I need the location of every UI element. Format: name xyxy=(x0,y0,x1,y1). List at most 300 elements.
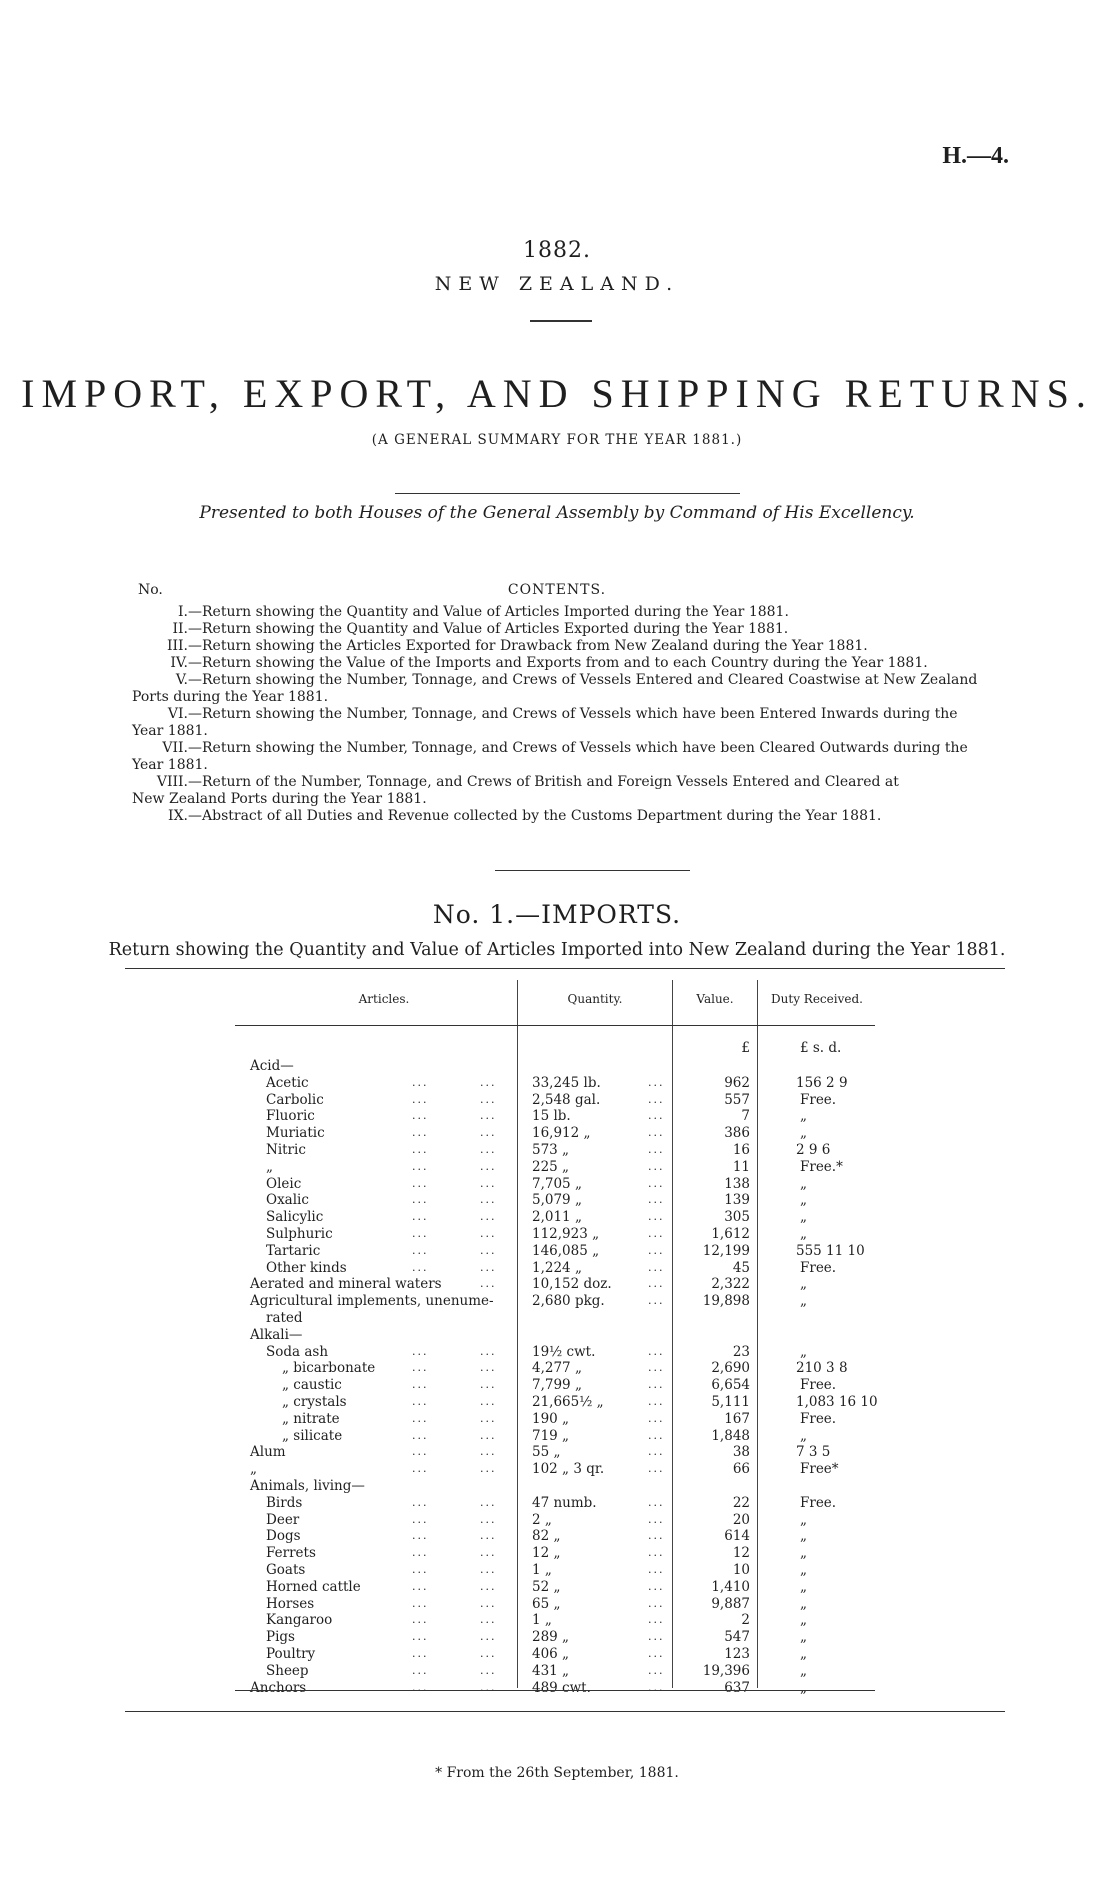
leader-dots: ... xyxy=(648,1546,665,1560)
leader-dots: ... xyxy=(480,1428,497,1442)
contents-item xyxy=(132,689,1012,706)
value-cell: 1,410 xyxy=(711,1578,750,1595)
duty-cell: Free. xyxy=(800,1377,837,1394)
value-cell: 16 xyxy=(732,1142,750,1158)
leader-dots: ... xyxy=(480,1159,497,1173)
value-cell: 386 xyxy=(724,1125,750,1142)
article-cell: Aerated and mineral waters xyxy=(250,1276,442,1293)
contents-item-text: —Return showing the Quantity and Value of Articles Imported during the Year 1881. xyxy=(188,604,789,620)
leader-dots: ... xyxy=(648,1512,665,1526)
header-quantity: Quantity. xyxy=(567,992,623,1006)
quantity-cell: 1 „ xyxy=(532,1612,552,1629)
leader-dots: ... xyxy=(480,1126,497,1140)
duty-cell: Free. xyxy=(800,1410,837,1427)
leader-dots: ... xyxy=(648,1109,665,1123)
header-value: Value. xyxy=(696,992,734,1006)
contents-item xyxy=(132,808,1012,825)
quantity-cell: 52 „ xyxy=(532,1578,561,1595)
leader-dots: ... xyxy=(412,1344,429,1358)
contents-item-text: Year 1881. xyxy=(132,757,208,773)
section-title: No. 1.—IMPORTS. xyxy=(432,900,682,929)
quantity-cell: 573 „ xyxy=(532,1142,570,1158)
leader-dots: ... xyxy=(480,1462,497,1476)
leader-dots: ... xyxy=(648,1411,665,1425)
duty-cell: „ xyxy=(800,1679,807,1696)
contents-item-text: —Abstract of all Duties and Revenue collected by the Customs Department during the Year 1881. xyxy=(188,808,882,824)
short-divider xyxy=(530,320,592,322)
contents-item xyxy=(132,774,1012,791)
contents-item-number: VII. xyxy=(162,740,188,756)
value-cell: 547 xyxy=(724,1629,750,1646)
contents-item xyxy=(132,638,1012,655)
value-cell: 1,612 xyxy=(711,1226,750,1242)
quantity-cell: 1 „ xyxy=(532,1562,552,1578)
value-cell: 5,111 xyxy=(711,1394,750,1410)
value-cell: 7 xyxy=(741,1108,750,1125)
unit-row xyxy=(0,1040,1114,1057)
article-cell: „ caustic xyxy=(282,1377,342,1394)
table-row xyxy=(0,1545,1114,1562)
quantity-cell: 2,680 pkg. xyxy=(532,1293,605,1310)
leader-dots: ... xyxy=(648,1176,665,1190)
duty-cell: „ xyxy=(800,1562,807,1578)
duty-cell: „ xyxy=(800,1343,807,1360)
leader-dots: ... xyxy=(480,1193,497,1207)
duty-cell: „ xyxy=(800,1276,807,1293)
article-cell: Muriatic xyxy=(266,1125,325,1142)
value-cell: 2,322 xyxy=(711,1276,750,1293)
leader-dots: ... xyxy=(648,1126,665,1140)
duty-cell: „ xyxy=(800,1646,807,1662)
value-cell: 23 xyxy=(732,1343,750,1360)
leader-dots: ... xyxy=(480,1663,497,1677)
leader-dots: ... xyxy=(480,1075,497,1089)
table-row xyxy=(0,1562,1114,1579)
duty-cell: „ xyxy=(800,1662,807,1679)
article-cell: Nitric xyxy=(266,1142,306,1158)
contents-item xyxy=(132,621,1012,638)
quantity-cell: 190 „ xyxy=(532,1410,570,1427)
leader-dots: ... xyxy=(412,1075,429,1089)
table-row xyxy=(0,1478,1114,1495)
contents-item xyxy=(132,791,1012,808)
duty-cell: 7 3 5 xyxy=(796,1444,831,1461)
leader-dots: ... xyxy=(412,1596,429,1610)
quantity-cell: 7,799 „ xyxy=(532,1377,582,1394)
leader-dots: ... xyxy=(480,1092,497,1106)
value-cell: 45 xyxy=(732,1259,750,1276)
article-cell: Oxalic xyxy=(266,1192,309,1209)
article-cell: Deer xyxy=(266,1511,300,1528)
quantity-cell: 1,224 „ xyxy=(532,1259,582,1276)
leader-dots: ... xyxy=(480,1143,497,1156)
page-title: IMPORT, EXPORT, AND SHIPPING RETURNS. xyxy=(21,371,1093,416)
leader-dots: ... xyxy=(648,1663,665,1677)
leader-dots: ... xyxy=(480,1411,497,1425)
table-row xyxy=(0,1512,1114,1529)
table-row xyxy=(0,1058,1114,1075)
article-cell: Fluoric xyxy=(266,1108,315,1125)
value-cell: 19,898 xyxy=(702,1293,750,1310)
article-cell: Dogs xyxy=(266,1528,301,1545)
value-cell: 123 xyxy=(724,1646,750,1662)
leader-dots: ... xyxy=(648,1378,665,1392)
value-cell: 167 xyxy=(724,1410,750,1427)
quantity-cell: 2,011 „ xyxy=(532,1209,582,1226)
duty-cell: Free. xyxy=(800,1494,837,1511)
value-cell: 1,848 xyxy=(711,1427,750,1444)
duty-cell: „ xyxy=(800,1629,807,1646)
duty-cell: Free.* xyxy=(800,1158,843,1175)
value-cell: 11 xyxy=(732,1158,750,1175)
contents-item-number: IV. xyxy=(170,655,188,671)
quantity-cell: 19½ cwt. xyxy=(532,1343,596,1360)
header-duty: Duty Received. xyxy=(771,992,863,1006)
quantity-cell: 2 „ xyxy=(532,1511,552,1528)
value-cell: 22 xyxy=(732,1494,750,1511)
leader-dots: ... xyxy=(480,1529,497,1543)
leader-dots: ... xyxy=(480,1210,497,1224)
leader-dots: ... xyxy=(480,1596,497,1610)
leader-dots: ... xyxy=(480,1227,497,1240)
leader-dots: ... xyxy=(480,1361,497,1375)
table-row xyxy=(0,1159,1114,1176)
duty-cell: „ xyxy=(800,1175,807,1192)
leader-dots: ... xyxy=(648,1260,665,1274)
contents-item-text: —Return showing the Number, Tonnage, and Crews of Vessels which have been Entered Inwards during the xyxy=(188,706,958,722)
contents-title: CONTENTS. xyxy=(507,582,607,598)
contents-item xyxy=(132,655,1012,672)
leader-dots: ... xyxy=(480,1445,497,1459)
value-cell: 138 xyxy=(724,1175,750,1192)
value-cell: 10 xyxy=(732,1562,750,1578)
value-cell: 9,887 xyxy=(711,1595,750,1612)
leader-dots: ... xyxy=(648,1361,665,1375)
leader-dots: ... xyxy=(648,1579,665,1593)
duty-cell: „ xyxy=(800,1511,807,1528)
contents-item xyxy=(132,706,1012,723)
value-cell: 139 xyxy=(724,1192,750,1209)
value-cell: 2,690 xyxy=(711,1360,750,1377)
article-cell: Ferrets xyxy=(266,1545,316,1562)
duty-cell: „ xyxy=(800,1578,807,1595)
contents-item-number: III. xyxy=(166,638,188,654)
article-cell: Poultry xyxy=(266,1646,316,1662)
leader-dots: ... xyxy=(648,1563,665,1576)
contents-no-label: No. xyxy=(138,582,163,598)
quantity-cell: 489 cwt. xyxy=(532,1679,591,1696)
duty-cell: „ xyxy=(800,1125,807,1142)
duty-cell: „ xyxy=(800,1293,807,1310)
quantity-cell: 21,665½ „ xyxy=(532,1394,604,1410)
leader-dots: ... xyxy=(412,1143,429,1156)
duty-cell: „ xyxy=(800,1226,807,1242)
leader-dots: ... xyxy=(480,1243,497,1257)
leader-dots: ... xyxy=(648,1680,665,1694)
leader-dots: ... xyxy=(412,1243,429,1257)
article-cell: Sulphuric xyxy=(266,1226,333,1242)
article-cell: rated xyxy=(266,1310,303,1326)
value-cell: 6,654 xyxy=(711,1377,750,1394)
leader-dots: ... xyxy=(480,1680,497,1694)
leader-dots: ... xyxy=(648,1143,665,1156)
duty-cell: Free* xyxy=(800,1461,839,1478)
article-cell: Kangaroo xyxy=(266,1612,333,1629)
leader-dots: ... xyxy=(648,1243,665,1257)
duty-cell: 555 11 10 xyxy=(796,1242,865,1259)
leader-dots: ... xyxy=(480,1176,497,1190)
value-cell: 2 xyxy=(741,1612,750,1629)
article-cell: Other kinds xyxy=(266,1259,347,1276)
table-row xyxy=(0,1108,1114,1125)
leader-dots: ... xyxy=(648,1630,665,1644)
article-cell: Animals, living— xyxy=(250,1478,365,1494)
quantity-cell: 102 „ 3 qr. xyxy=(532,1461,605,1478)
leader-dots: ... xyxy=(412,1546,429,1560)
leader-dots: ... xyxy=(480,1630,497,1644)
quantity-cell: 33,245 lb. xyxy=(532,1074,601,1091)
table-row xyxy=(0,1092,1114,1109)
contents-item-text: —Return of the Number, Tonnage, and Crews of British and Foreign Vessels Entered and Cleared at xyxy=(188,774,899,790)
quantity-cell: 112,923 „ xyxy=(532,1226,600,1242)
quantity-cell: 12 „ xyxy=(532,1545,561,1562)
leader-dots: ... xyxy=(412,1428,429,1442)
leader-dots: ... xyxy=(648,1647,665,1660)
leader-dots: ... xyxy=(412,1159,429,1173)
value-cell: 38 xyxy=(732,1444,750,1461)
leader-dots: ... xyxy=(412,1445,429,1459)
quantity-cell: 289 „ xyxy=(532,1629,570,1646)
leader-dots: ... xyxy=(648,1495,665,1509)
leader-dots: ... xyxy=(480,1613,497,1627)
contents-item xyxy=(132,740,1012,757)
leader-dots: ... xyxy=(480,1512,497,1526)
leader-dots: ... xyxy=(648,1529,665,1543)
presented-divider xyxy=(395,493,740,494)
table-row xyxy=(0,1192,1114,1209)
contents-item-number: I. xyxy=(178,604,188,620)
table-row xyxy=(0,1612,1114,1629)
value-unit: £ xyxy=(741,1040,750,1056)
table-row xyxy=(0,1680,1114,1697)
table-row xyxy=(0,1226,1114,1243)
duty-cell: 2 9 6 xyxy=(796,1142,831,1158)
leader-dots: ... xyxy=(648,1227,665,1240)
table-row xyxy=(0,1663,1114,1680)
leader-dots: ... xyxy=(480,1344,497,1358)
duty-cell: 156 2 9 xyxy=(796,1074,848,1091)
contents-item-number: IX. xyxy=(168,808,188,824)
table-row xyxy=(0,1528,1114,1545)
leader-dots: ... xyxy=(648,1613,665,1627)
article-cell: Acetic xyxy=(266,1074,309,1091)
duty-cell: „ xyxy=(800,1192,807,1209)
value-cell: 12 xyxy=(732,1545,750,1562)
leader-dots: ... xyxy=(412,1411,429,1425)
country-heading: NEW ZEALAND. xyxy=(434,273,680,295)
leader-dots: ... xyxy=(480,1579,497,1593)
duty-cell: Free. xyxy=(800,1091,837,1108)
quantity-cell: 4,277 „ xyxy=(532,1360,582,1377)
leader-dots: ... xyxy=(480,1109,497,1123)
article-cell: Tartaric xyxy=(266,1242,321,1259)
table-row xyxy=(0,1629,1114,1646)
article-cell: Alum xyxy=(250,1444,286,1461)
table-row xyxy=(0,1176,1114,1193)
leader-dots: ... xyxy=(412,1613,429,1627)
table-row xyxy=(0,1360,1114,1377)
contents-item-number: II. xyxy=(172,621,188,637)
quantity-cell: 47 numb. xyxy=(532,1494,597,1511)
leader-dots: ... xyxy=(412,1563,429,1576)
leader-dots: ... xyxy=(648,1294,665,1308)
contents-item-text: —Return showing the Number, Tonnage, and Crews of Vessels Entered and Cleared Coastwise at New Zealand xyxy=(188,672,978,688)
article-cell: Agricultural implements, unenume- xyxy=(250,1293,494,1310)
contents-item-text: —Return showing the Number, Tonnage, and Crews of Vessels which have been Cleared Outwards during the xyxy=(188,740,968,756)
page-subtitle: (A GENERAL SUMMARY FOR THE YEAR 1881.) xyxy=(371,432,743,448)
duty-cell: „ xyxy=(800,1108,807,1125)
duty-cell: „ xyxy=(800,1209,807,1226)
article-cell: „ crystals xyxy=(282,1394,347,1410)
table-row xyxy=(0,1394,1114,1411)
leader-dots: ... xyxy=(480,1277,497,1291)
leader-dots: ... xyxy=(412,1630,429,1644)
table-row xyxy=(0,1579,1114,1596)
header-articles: Articles. xyxy=(358,992,410,1006)
table-row xyxy=(0,1596,1114,1613)
leader-dots: ... xyxy=(412,1176,429,1190)
leader-dots: ... xyxy=(480,1260,497,1274)
article-cell: Goats xyxy=(266,1562,306,1578)
leader-dots: ... xyxy=(648,1075,665,1089)
quantity-cell: 5,079 „ xyxy=(532,1192,582,1209)
article-cell: „ xyxy=(266,1158,273,1175)
quantity-cell: 7,705 „ xyxy=(532,1175,582,1192)
leader-dots: ... xyxy=(648,1596,665,1610)
table-row xyxy=(0,1344,1114,1361)
table-row xyxy=(0,1293,1114,1310)
contents-item-text: —Return showing the Quantity and Value of Articles Exported during the Year 1881. xyxy=(188,621,789,637)
leader-dots: ... xyxy=(412,1395,429,1408)
leader-dots: ... xyxy=(648,1210,665,1224)
contents-item xyxy=(132,604,1012,621)
contents-item-text: New Zealand Ports during the Year 1881. xyxy=(132,791,427,807)
contents-divider xyxy=(495,870,690,871)
leader-dots: ... xyxy=(412,1647,429,1660)
quantity-cell: 2,548 gal. xyxy=(532,1091,601,1108)
contents-item xyxy=(132,757,1012,774)
year-heading: 1882. xyxy=(523,238,591,263)
leader-dots: ... xyxy=(412,1579,429,1593)
presented-statement: Presented to both Houses of the General Assembly by Command of His Excellency. xyxy=(199,503,915,523)
table-bottom-rule xyxy=(235,1690,875,1691)
table-row xyxy=(0,1495,1114,1512)
footnote: * From the 26th September, 1881. xyxy=(435,1765,679,1781)
quantity-cell: 146,085 „ xyxy=(532,1242,600,1259)
duty-cell: Free. xyxy=(800,1259,837,1276)
article-cell: Pigs xyxy=(266,1629,295,1646)
value-cell: 20 xyxy=(732,1511,750,1528)
leader-dots: ... xyxy=(480,1378,497,1392)
leader-dots: ... xyxy=(648,1462,665,1476)
quantity-cell: 16,912 „ xyxy=(532,1125,591,1142)
quantity-cell: 65 „ xyxy=(532,1595,561,1612)
leader-dots: ... xyxy=(412,1495,429,1509)
article-cell: „ silicate xyxy=(282,1427,343,1444)
contents-item-text: Year 1881. xyxy=(132,723,208,739)
value-cell: 614 xyxy=(724,1528,750,1545)
value-cell: 66 xyxy=(732,1461,750,1478)
leader-dots: ... xyxy=(648,1193,665,1207)
quantity-cell: 225 „ xyxy=(532,1158,570,1175)
leader-dots: ... xyxy=(480,1563,497,1576)
value-cell: 12,199 xyxy=(702,1242,750,1259)
table-row xyxy=(0,1209,1114,1226)
article-cell: Salicylic xyxy=(266,1209,324,1226)
quantity-cell: 10,152 doz. xyxy=(532,1276,612,1293)
duty-cell: „ xyxy=(800,1528,807,1545)
duty-cell: „ xyxy=(800,1612,807,1629)
article-cell: Acid— xyxy=(250,1058,294,1074)
contents-item-text: Ports during the Year 1881. xyxy=(132,689,329,705)
leader-dots: ... xyxy=(648,1445,665,1459)
table-top-rule xyxy=(125,968,1005,969)
quantity-cell: 15 lb. xyxy=(532,1108,571,1125)
leader-dots: ... xyxy=(412,1361,429,1375)
article-cell: Alkali— xyxy=(250,1326,303,1343)
contents-item-text: —Return showing the Articles Exported for Drawback from New Zealand during the Year 1881. xyxy=(188,638,868,654)
contents-item-number: VIII. xyxy=(156,774,188,790)
table-row xyxy=(0,1075,1114,1092)
value-cell: 305 xyxy=(724,1209,750,1226)
article-cell: „ bicarbonate xyxy=(282,1360,376,1377)
article-cell: Birds xyxy=(266,1494,303,1511)
duty-cell: „ xyxy=(800,1595,807,1612)
duty-cell: „ xyxy=(800,1427,807,1444)
table-row xyxy=(0,1125,1114,1142)
leader-dots: ... xyxy=(412,1378,429,1392)
quantity-cell: 406 „ xyxy=(532,1646,570,1662)
quantity-cell: 431 „ xyxy=(532,1662,570,1679)
leader-dots: ... xyxy=(480,1546,497,1560)
contents-item xyxy=(132,672,1012,689)
leader-dots: ... xyxy=(480,1395,497,1408)
table-row xyxy=(0,1310,1114,1327)
leader-dots: ... xyxy=(412,1092,429,1106)
duty-cell: „ xyxy=(800,1545,807,1562)
document-reference: H.—4. xyxy=(942,143,1009,169)
table-row xyxy=(0,1444,1114,1461)
return-description: Return showing the Quantity and Value of Articles Imported into New Zealand during the Year 1881. xyxy=(108,940,1006,960)
leader-dots: ... xyxy=(648,1159,665,1173)
leader-dots: ... xyxy=(412,1512,429,1526)
table-row xyxy=(0,1260,1114,1277)
leader-dots: ... xyxy=(412,1109,429,1123)
leader-dots: ... xyxy=(412,1260,429,1274)
contents-item-text: —Return showing the Value of the Imports and Exports from and to each Country during the Year 1881. xyxy=(188,655,928,671)
header-rule xyxy=(235,1025,875,1026)
article-cell: Horned cattle xyxy=(266,1578,361,1595)
article-cell: „ nitrate xyxy=(282,1410,340,1427)
duty-cell: 1,083 16 10 xyxy=(796,1394,878,1410)
leader-dots: ... xyxy=(412,1462,429,1476)
article-cell: „ xyxy=(250,1461,257,1478)
table-row xyxy=(0,1276,1114,1293)
leader-dots: ... xyxy=(648,1344,665,1358)
article-cell: Anchors xyxy=(250,1679,307,1696)
article-cell: Oleic xyxy=(266,1175,302,1192)
leader-dots: ... xyxy=(412,1529,429,1543)
